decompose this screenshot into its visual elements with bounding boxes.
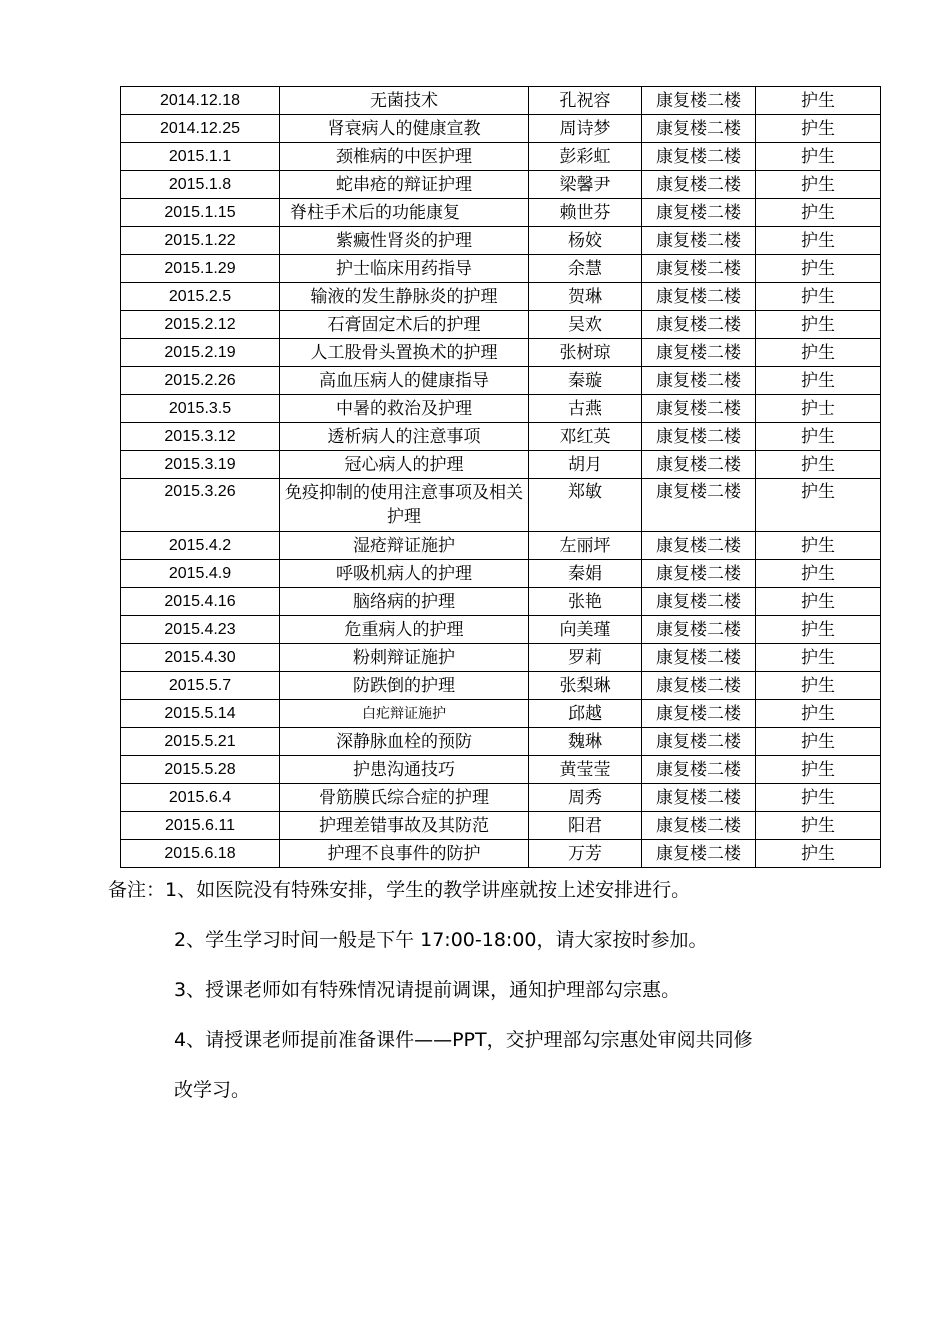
note-line-2 — [174, 925, 708, 952]
cell-audience: 护生 — [756, 700, 881, 728]
cell-teacher: 彭彩虹 — [529, 143, 642, 171]
cell-date: 2015.3.12 — [121, 423, 280, 451]
table-row — [121, 532, 881, 560]
cell-date: 2015.4.2 — [121, 532, 280, 560]
cell-audience: 护生 — [756, 479, 881, 532]
table-row — [121, 479, 881, 532]
cell-topic: 冠心病人的护理 — [280, 451, 529, 479]
cell-date: 2015.1.29 — [121, 255, 280, 283]
cell-teacher: 梁馨尹 — [529, 171, 642, 199]
table-row — [121, 560, 881, 588]
cell-date: 2015.2.5 — [121, 283, 280, 311]
cell-teacher: 周诗梦 — [529, 115, 642, 143]
cell-teacher: 邱越 — [529, 700, 642, 728]
cell-audience: 护生 — [756, 199, 881, 227]
cell-date: 2015.4.23 — [121, 616, 280, 644]
cell-location: 康复楼二楼 — [642, 115, 756, 143]
cell-topic: 输液的发生静脉炎的护理 — [280, 283, 529, 311]
cell-location: 康复楼二楼 — [642, 367, 756, 395]
cell-teacher: 万芳 — [529, 840, 642, 868]
table-row — [121, 672, 881, 700]
note-line-1 — [108, 875, 690, 902]
cell-audience: 护生 — [756, 87, 881, 115]
cell-teacher: 左丽坪 — [529, 532, 642, 560]
cell-location: 康复楼二楼 — [642, 588, 756, 616]
cell-date: 2015.1.8 — [121, 171, 280, 199]
table-row — [121, 588, 881, 616]
cell-audience: 护士 — [756, 395, 881, 423]
cell-topic: 护理不良事件的防护 — [280, 840, 529, 868]
cell-topic: 护患沟通技巧 — [280, 756, 529, 784]
cell-date: 2015.6.11 — [121, 812, 280, 840]
table-row — [121, 451, 881, 479]
cell-date: 2015.1.15 — [121, 199, 280, 227]
table-row — [121, 255, 881, 283]
cell-topic: 脑络病的护理 — [280, 588, 529, 616]
cell-audience: 护生 — [756, 339, 881, 367]
cell-teacher: 杨姣 — [529, 227, 642, 255]
cell-date: 2015.2.12 — [121, 311, 280, 339]
cell-audience: 护生 — [756, 367, 881, 395]
note-item-3: 3、授课老师如有特殊情况请提前调课，通知护理部勾宗惠。 — [174, 979, 681, 1001]
cell-teacher: 罗莉 — [529, 644, 642, 672]
cell-date: 2015.4.30 — [121, 644, 280, 672]
cell-teacher: 张艳 — [529, 588, 642, 616]
cell-teacher: 黄莹莹 — [529, 756, 642, 784]
cell-teacher: 秦娟 — [529, 560, 642, 588]
cell-topic: 骨筋膜氏综合症的护理 — [280, 784, 529, 812]
cell-topic: 颈椎病的中医护理 — [280, 143, 529, 171]
table-row — [121, 756, 881, 784]
cell-date: 2015.3.19 — [121, 451, 280, 479]
cell-teacher: 孔祝容 — [529, 87, 642, 115]
cell-audience: 护生 — [756, 143, 881, 171]
cell-topic: 人工股骨头置换术的护理 — [280, 339, 529, 367]
note-line-4 — [174, 1025, 753, 1052]
cell-date: 2015.3.5 — [121, 395, 280, 423]
cell-audience: 护生 — [756, 756, 881, 784]
cell-date: 2015.5.14 — [121, 700, 280, 728]
note-item-5: 改学习。 — [174, 1079, 251, 1101]
cell-teacher: 贺琳 — [529, 283, 642, 311]
cell-location: 康复楼二楼 — [642, 700, 756, 728]
cell-teacher: 向美瑾 — [529, 616, 642, 644]
cell-audience: 护生 — [756, 672, 881, 700]
cell-location: 康复楼二楼 — [642, 784, 756, 812]
cell-location: 康复楼二楼 — [642, 560, 756, 588]
table-row — [121, 812, 881, 840]
cell-audience: 护生 — [756, 728, 881, 756]
cell-audience: 护生 — [756, 644, 881, 672]
notes-prefix: 备注： — [108, 879, 166, 901]
cell-date: 2015.5.7 — [121, 672, 280, 700]
cell-audience: 护生 — [756, 171, 881, 199]
note-item-4: 4、请授课老师提前准备课件——PPT，交护理部勾宗惠处审阅共同修 — [174, 1029, 753, 1051]
cell-topic: 危重病人的护理 — [280, 616, 529, 644]
cell-date: 2014.12.18 — [121, 87, 280, 115]
lecture-schedule-table — [120, 86, 881, 868]
cell-location: 康复楼二楼 — [642, 227, 756, 255]
cell-location: 康复楼二楼 — [642, 255, 756, 283]
cell-location: 康复楼二楼 — [642, 423, 756, 451]
cell-audience: 护生 — [756, 560, 881, 588]
cell-teacher: 阳君 — [529, 812, 642, 840]
cell-location: 康复楼二楼 — [642, 672, 756, 700]
cell-audience: 护生 — [756, 255, 881, 283]
cell-location: 康复楼二楼 — [642, 339, 756, 367]
cell-location: 康复楼二楼 — [642, 644, 756, 672]
cell-location: 康复楼二楼 — [642, 87, 756, 115]
cell-date: 2014.12.25 — [121, 115, 280, 143]
note-item-2: 2、学生学习时间一般是下午 17:00-18:00，请大家按时参加。 — [174, 929, 708, 951]
table-row — [121, 423, 881, 451]
cell-topic: 白疕辩证施护 — [280, 700, 529, 728]
table-row — [121, 171, 881, 199]
cell-location: 康复楼二楼 — [642, 395, 756, 423]
cell-teacher: 张梨琳 — [529, 672, 642, 700]
cell-audience: 护生 — [756, 812, 881, 840]
table-row — [121, 616, 881, 644]
cell-teacher: 余慧 — [529, 255, 642, 283]
cell-audience: 护生 — [756, 451, 881, 479]
table-row — [121, 115, 881, 143]
cell-teacher: 赖世芬 — [529, 199, 642, 227]
cell-location: 康复楼二楼 — [642, 451, 756, 479]
cell-topic: 护士临床用药指导 — [280, 255, 529, 283]
cell-date: 2015.1.1 — [121, 143, 280, 171]
cell-teacher: 古燕 — [529, 395, 642, 423]
table-row — [121, 728, 881, 756]
cell-audience: 护生 — [756, 532, 881, 560]
cell-topic: 紫癜性肾炎的护理 — [280, 227, 529, 255]
table-row — [121, 840, 881, 868]
cell-topic: 肾衰病人的健康宣教 — [280, 115, 529, 143]
note-line-5 — [174, 1075, 250, 1102]
cell-date: 2015.5.21 — [121, 728, 280, 756]
cell-location: 康复楼二楼 — [642, 171, 756, 199]
cell-topic: 粉刺辩证施护 — [280, 644, 529, 672]
cell-audience: 护生 — [756, 840, 881, 868]
cell-location: 康复楼二楼 — [642, 143, 756, 171]
cell-teacher: 胡月 — [529, 451, 642, 479]
cell-location: 康复楼二楼 — [642, 199, 756, 227]
table-row — [121, 311, 881, 339]
table-row — [121, 339, 881, 367]
schedule-body — [121, 87, 881, 868]
cell-teacher: 周秀 — [529, 784, 642, 812]
cell-location: 康复楼二楼 — [642, 311, 756, 339]
cell-topic: 高血压病人的健康指导 — [280, 367, 529, 395]
cell-location: 康复楼二楼 — [642, 728, 756, 756]
table-row — [121, 87, 881, 115]
cell-topic: 石膏固定术后的护理 — [280, 311, 529, 339]
cell-topic: 湿疮辩证施护 — [280, 532, 529, 560]
table-row — [121, 143, 881, 171]
table-row — [121, 199, 881, 227]
table-row — [121, 283, 881, 311]
cell-teacher: 吴欢 — [529, 311, 642, 339]
cell-topic: 呼吸机病人的护理 — [280, 560, 529, 588]
cell-audience: 护生 — [756, 115, 881, 143]
cell-audience: 护生 — [756, 311, 881, 339]
table-row — [121, 227, 881, 255]
cell-topic: 免疫抑制的使用注意事项及相关护理 — [280, 479, 529, 532]
cell-topic: 护理差错事故及其防范 — [280, 812, 529, 840]
cell-date: 2015.1.22 — [121, 227, 280, 255]
cell-date: 2015.2.19 — [121, 339, 280, 367]
cell-date: 2015.6.18 — [121, 840, 280, 868]
table-row — [121, 367, 881, 395]
table-row — [121, 700, 881, 728]
cell-teacher: 郑敏 — [529, 479, 642, 532]
cell-location: 康复楼二楼 — [642, 840, 756, 868]
cell-date: 2015.6.4 — [121, 784, 280, 812]
cell-date: 2015.5.28 — [121, 756, 280, 784]
cell-teacher: 秦璇 — [529, 367, 642, 395]
cell-audience: 护生 — [756, 423, 881, 451]
cell-location: 康复楼二楼 — [642, 756, 756, 784]
cell-date: 2015.3.26 — [121, 479, 280, 532]
note-line-3 — [174, 975, 680, 1002]
cell-teacher: 张树琼 — [529, 339, 642, 367]
cell-topic: 无菌技术 — [280, 87, 529, 115]
cell-audience: 护生 — [756, 616, 881, 644]
cell-topic: 中暑的救治及护理 — [280, 395, 529, 423]
cell-topic: 深静脉血栓的预防 — [280, 728, 529, 756]
cell-audience: 护生 — [756, 784, 881, 812]
cell-location: 康复楼二楼 — [642, 479, 756, 532]
cell-topic: 防跌倒的护理 — [280, 672, 529, 700]
cell-teacher: 邓红英 — [529, 423, 642, 451]
cell-date: 2015.4.16 — [121, 588, 280, 616]
cell-topic: 透析病人的注意事项 — [280, 423, 529, 451]
cell-location: 康复楼二楼 — [642, 616, 756, 644]
table-row — [121, 784, 881, 812]
cell-topic: 蛇串疮的辩证护理 — [280, 171, 529, 199]
cell-teacher: 魏琳 — [529, 728, 642, 756]
cell-date: 2015.4.9 — [121, 560, 280, 588]
table-row — [121, 644, 881, 672]
cell-location: 康复楼二楼 — [642, 532, 756, 560]
cell-date: 2015.2.26 — [121, 367, 280, 395]
cell-audience: 护生 — [756, 588, 881, 616]
cell-audience: 护生 — [756, 283, 881, 311]
cell-topic: 脊柱手术后的功能康复 — [280, 199, 529, 227]
note-item-1: 1、如医院没有特殊安排，学生的教学讲座就按上述安排进行。 — [165, 879, 691, 901]
cell-location: 康复楼二楼 — [642, 283, 756, 311]
table-row — [121, 395, 881, 423]
cell-location: 康复楼二楼 — [642, 812, 756, 840]
cell-audience: 护生 — [756, 227, 881, 255]
